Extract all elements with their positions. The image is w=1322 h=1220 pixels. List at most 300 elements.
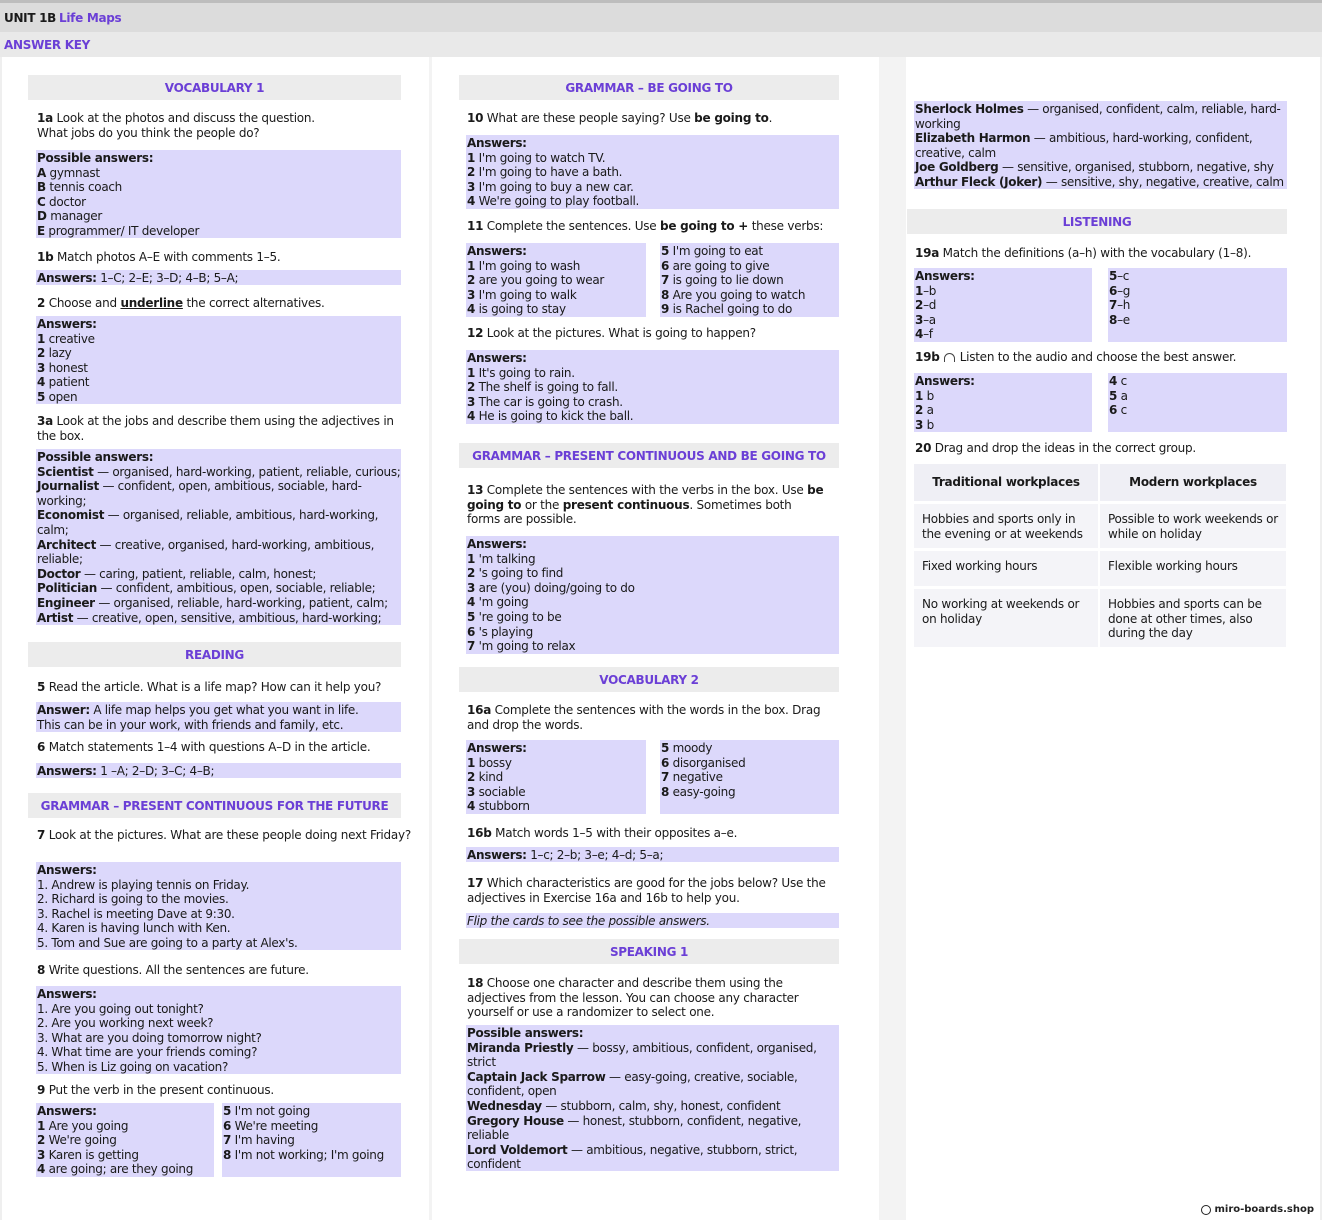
globe-icon — [1201, 1205, 1211, 1215]
answer-value: — organised, hard-working, patient, reliable, curious; — [97, 464, 401, 479]
answer-item — [1109, 403, 1287, 418]
answer-key: 8 — [661, 784, 670, 799]
answer-box-16a-right — [660, 740, 839, 814]
question-text: Match statements 1–4 with questions A–D in the article. — [48, 740, 371, 754]
answer-key: Engineer — [37, 595, 95, 610]
answer-label — [467, 537, 839, 552]
answer-key: 3 — [467, 580, 476, 595]
question-text: Put the verb in the present continuous. — [48, 1083, 274, 1097]
question-text-bold: be going to — [694, 111, 769, 125]
answer-key: 2 — [37, 1133, 46, 1148]
answer-label: Answers: — [915, 269, 975, 283]
answer-label — [467, 244, 646, 259]
question-16b — [467, 826, 839, 841]
question-text-underline: underline — [120, 296, 183, 310]
answer-key: 1 — [467, 258, 476, 273]
answer-value: –c — [1117, 269, 1130, 283]
table-card[interactable]: Hobbies and sports can be done at other times, also during the day — [1100, 589, 1286, 647]
answer-key: 4 — [467, 409, 476, 424]
answer-item — [37, 465, 401, 480]
answer-box-1a — [36, 150, 401, 238]
answer-value: –a — [923, 312, 936, 327]
answer-item — [467, 756, 646, 771]
answer-label: Answers: — [467, 136, 527, 150]
answer-box-11-right — [660, 243, 839, 317]
answer-value: 'm going — [478, 595, 529, 610]
answer-key: 3 — [915, 417, 924, 432]
question-19a — [915, 246, 1287, 261]
answer-value: negative — [672, 770, 723, 785]
answer-key: 1 — [467, 755, 476, 770]
answer-value: Karen is getting — [48, 1147, 139, 1162]
answer-key: 3 — [37, 360, 46, 375]
answer-key: 3 — [915, 312, 924, 327]
answer-label — [467, 136, 839, 151]
answer-value: tennis coach — [49, 180, 122, 195]
answer-key: Arthur Fleck (Joker) — [915, 174, 1043, 189]
answer-key: 4 — [467, 595, 476, 610]
answer-item — [467, 625, 839, 640]
question-number: 17 — [467, 876, 484, 890]
question-number: 2 — [37, 296, 46, 310]
answer-item — [467, 799, 646, 814]
answer-item — [915, 313, 1092, 328]
footer-brand[interactable] — [1201, 1204, 1314, 1215]
answer-value: — stubborn, calm, shy, honest, confident — [545, 1098, 781, 1113]
answer-key: 1 — [467, 365, 476, 380]
answer-item — [37, 1133, 214, 1148]
table-card[interactable]: Flexible working hours — [1100, 551, 1286, 586]
answer-value: — creative, open, sensitive, ambitious, hard-working; — [76, 610, 382, 625]
question-9 — [37, 1083, 407, 1098]
answer-item — [467, 380, 839, 395]
question-number: 3a — [37, 414, 53, 428]
answer-value: b — [926, 417, 934, 432]
question-text: Look at the pictures. What is going to happen? — [486, 326, 756, 340]
question-text: Listen to the audio and choose the best answer. — [959, 350, 1237, 364]
answer-item — [915, 389, 1092, 404]
answer-item — [915, 175, 1287, 189]
answer-item — [37, 346, 401, 361]
answer-key: 4 — [37, 375, 46, 390]
question-text: Match words 1–5 with their opposites a–e. — [495, 826, 738, 840]
answer-key: 2 — [915, 403, 924, 418]
answer-item — [661, 741, 839, 756]
question-number: 16a — [467, 703, 492, 717]
answer-key: Joe Goldberg — [915, 160, 999, 175]
answer-label: Possible answers: — [37, 450, 154, 464]
answer-value: –d — [923, 298, 937, 313]
question-text: Complete the sentences with the words in the box. Drag and drop the words. — [467, 703, 821, 732]
answer-key: Scientist — [37, 464, 94, 479]
answer-item: 5. When is Liz going on vacation? — [37, 1059, 229, 1074]
answer-key: 1 — [37, 331, 46, 346]
question-17 — [467, 876, 839, 905]
question-19b — [915, 350, 1287, 365]
question-number: 10 — [467, 111, 484, 125]
question-number: 16b — [467, 826, 492, 840]
answer-label: Answers: — [37, 317, 97, 331]
answer-value: — sensitive, shy, negative, creative, calm — [1045, 174, 1284, 189]
answer-item — [467, 1099, 839, 1114]
answer-box-6 — [36, 763, 401, 778]
answer-item — [37, 538, 401, 567]
answer-value: are (you) doing/going to do — [478, 580, 635, 595]
answer-item — [661, 244, 839, 259]
answer-item — [467, 273, 646, 288]
table-card[interactable]: Fixed working hours — [914, 551, 1098, 586]
answer-item — [915, 403, 1092, 418]
answer-key: 4 — [37, 1162, 46, 1177]
answer-key: 7 — [223, 1133, 232, 1148]
answer-item — [37, 195, 401, 210]
answer-item — [37, 375, 401, 390]
answer-item — [1109, 313, 1287, 328]
answer-item — [661, 273, 839, 288]
answer-key: 6 — [223, 1118, 232, 1133]
answer-value: I'm going to wash — [478, 258, 581, 273]
answer-item — [37, 332, 401, 347]
answer-item — [37, 1148, 214, 1163]
question-18 — [467, 976, 827, 1020]
answer-key: Artist — [37, 610, 74, 625]
answer-key: Captain Jack Sparrow — [467, 1069, 606, 1084]
answer-value: stubborn — [478, 799, 530, 814]
answer-key: 2 — [467, 380, 476, 395]
answer-item: 1. Andrew is playing tennis on Friday. — [37, 877, 250, 892]
answer-text: 1–C; 2–E; 3–D; 4–B; 5–A; — [100, 271, 239, 285]
answer-item — [37, 611, 401, 625]
question-text: Match the definitions (a–h) with the vocabulary (1–8). — [942, 246, 1252, 260]
answer-value: doctor — [49, 194, 86, 209]
answer-key: Gregory House — [467, 1113, 564, 1128]
answer-key: 7 — [1109, 298, 1118, 313]
answer-box-19a-left — [914, 268, 1092, 342]
answer-box-17[interactable]: Flip the cards to see the possible answers. — [466, 913, 839, 928]
answer-value: –h — [1117, 298, 1131, 313]
question-number: 1a — [37, 111, 53, 125]
answer-key: 2 — [915, 298, 924, 313]
answer-item — [37, 479, 401, 508]
answer-label — [37, 1104, 214, 1119]
answer-item — [37, 180, 401, 195]
answer-box-12 — [466, 350, 839, 424]
answer-value: I'm having — [234, 1133, 295, 1148]
answer-key: 7 — [661, 770, 670, 785]
section-header-vocabulary-2: VOCABULARY 2 — [459, 667, 839, 692]
answer-value: I'm going to buy a new car. — [478, 179, 634, 194]
answer-item — [1109, 284, 1287, 299]
answer-item — [1109, 374, 1287, 389]
answer-value: I'm going to watch TV. — [478, 150, 606, 165]
answer-label: Answers: — [37, 764, 97, 778]
answer-key-label: ANSWER KEY — [4, 38, 91, 52]
answer-value: We're going to play football. — [478, 194, 640, 209]
answer-item — [467, 151, 839, 166]
answer-key: 6 — [1109, 283, 1118, 298]
answer-item — [1109, 298, 1287, 313]
question-number: 13 — [467, 483, 484, 497]
answer-key: Elizabeth Harmon — [915, 131, 1031, 146]
answer-key: 5 — [467, 609, 476, 624]
question-text-bold: be going to + — [659, 219, 749, 233]
answer-box-10 — [466, 135, 839, 209]
answer-label: Answers: — [37, 863, 97, 877]
answer-key: 4 — [915, 327, 924, 342]
answer-label — [915, 374, 1092, 389]
question-number: 8 — [37, 963, 46, 977]
question-1a — [37, 111, 401, 140]
headphones-icon[interactable] — [944, 353, 955, 362]
question-7 — [37, 828, 422, 843]
question-number: 7 — [37, 828, 46, 842]
answer-value: creative — [48, 331, 95, 346]
answer-value: a — [926, 403, 934, 418]
question-12 — [467, 326, 839, 341]
answer-value: — ambitious, hard-working, confident, creative, calm — [915, 131, 1253, 160]
answer-label — [915, 269, 1092, 284]
answer-box-5 — [36, 702, 401, 732]
answer-key: E — [37, 223, 45, 238]
answer-key: 1 — [467, 150, 476, 165]
answer-value: Are you going — [48, 1118, 129, 1133]
answer-value: moody — [672, 741, 713, 755]
answer-item: 3. What are you doing tomorrow night? — [37, 1030, 262, 1045]
answer-item — [1109, 389, 1287, 404]
answer-key: Journalist — [37, 479, 99, 494]
answer-key: Economist — [37, 508, 105, 523]
question-text: or the — [524, 497, 560, 512]
answer-key: 5 — [1109, 269, 1118, 283]
question-text: Drag and drop the ideas in the correct group. — [934, 441, 1196, 455]
answer-text: 1 –A; 2–D; 3–C; 4–B; — [100, 764, 215, 778]
answer-key: 5 — [1109, 388, 1118, 403]
answer-label: Possible answers: — [467, 1026, 584, 1040]
answer-item — [915, 160, 1287, 175]
question-8 — [37, 963, 407, 978]
answer-value: are going; are they going — [48, 1162, 194, 1177]
answer-item — [467, 785, 646, 800]
answer-value: are you going to wear — [478, 273, 605, 288]
answer-label — [37, 987, 401, 1002]
answer-item: 5. Tom and Sue are going to a party at Alex's. — [37, 935, 298, 950]
answer-item — [467, 194, 839, 209]
answer-label: Answers: — [37, 271, 97, 285]
answer-value: b — [926, 388, 934, 403]
table-header-modern: Modern workplaces — [1100, 464, 1286, 501]
answer-item — [467, 259, 646, 274]
answer-item — [661, 756, 839, 771]
answer-value: It's going to rain. — [478, 365, 575, 380]
answer-item — [467, 639, 839, 654]
answer-key: 1 — [467, 551, 476, 566]
answer-value: c — [1120, 403, 1127, 418]
answer-label: Answers: — [37, 987, 97, 1001]
question-number: 19a — [915, 246, 940, 260]
answer-item — [915, 327, 1092, 342]
answer-value: Are you going to watch — [672, 287, 806, 302]
answer-value: 's going to find — [478, 566, 564, 581]
answer-key: 1 — [915, 283, 924, 298]
answer-label: Answers: — [467, 741, 527, 755]
unit-label: UNIT 1B — [4, 11, 57, 25]
answer-item — [37, 596, 401, 611]
title-bar — [0, 0, 1322, 32]
answer-value: 'm talking — [478, 551, 536, 566]
answer-key: 7 — [467, 639, 476, 654]
answer-value: honest — [48, 360, 88, 375]
question-20 — [915, 441, 1287, 456]
section-header-reading: READING — [28, 642, 401, 667]
question-text-bold: be going to — [467, 483, 824, 512]
question-number: 1b — [37, 250, 54, 264]
answer-value: — ambitious, negative, stubborn, strict, confident — [467, 1142, 798, 1171]
answer-item — [467, 1143, 839, 1171]
answer-item — [915, 102, 1287, 131]
answer-key: 2 — [467, 165, 476, 180]
answer-value: The car is going to crash. — [478, 394, 623, 409]
question-16a — [467, 703, 832, 732]
answer-key: A — [37, 165, 46, 180]
answer-key: 2 — [467, 770, 476, 785]
answer-box-3a — [36, 449, 401, 625]
answer-value: 're going to be — [478, 609, 562, 624]
answer-value: — organised, reliable, hard-working, patient, calm; — [98, 595, 388, 610]
answer-value: gymnast — [49, 165, 100, 180]
answer-key: Miranda Priestly — [467, 1040, 574, 1055]
answer-item — [467, 409, 839, 424]
answer-value: is Rachel going to do — [672, 302, 792, 317]
footer-text: miro-boards.shop — [1214, 1204, 1314, 1215]
answer-value: — sensitive, organised, stubborn, negative, shy — [1001, 160, 1274, 175]
question-5 — [37, 680, 407, 695]
answer-item — [467, 366, 839, 381]
answer-label — [467, 1026, 839, 1041]
answer-key: 5 — [661, 244, 670, 258]
answer-label: Answers: — [467, 244, 527, 258]
unit-heading — [4, 11, 121, 25]
answer-box-9-right — [222, 1103, 401, 1177]
answer-item — [37, 390, 401, 404]
answer-key: 1 — [915, 388, 924, 403]
answer-label — [467, 741, 646, 756]
answer-box-11-left — [466, 243, 646, 317]
answer-value: — creative, organised, hard-working, ambitious, reliable; — [37, 537, 375, 567]
answer-box-18 — [466, 1025, 839, 1171]
question-text-bold: present continuous — [562, 497, 690, 512]
question-number: 12 — [467, 326, 484, 340]
answer-box-19b-right — [1108, 373, 1287, 432]
answer-key: 9 — [661, 302, 670, 317]
answer-value: — bossy, ambitious, confident, organised, strict — [467, 1040, 817, 1070]
answer-value: I'm going to eat — [672, 244, 763, 258]
answer-label: Answer: — [37, 703, 90, 717]
answer-value: I'm going to have a bath. — [478, 165, 623, 180]
answer-key: 3 — [467, 394, 476, 409]
question-text: Look at the photos and discuss the question. — [56, 111, 315, 125]
answer-text: This can be in your work, with friends and family, etc. — [37, 717, 344, 732]
answer-key: Wednesday — [467, 1098, 542, 1113]
answer-value: is going to stay — [478, 302, 566, 317]
answer-item — [467, 165, 839, 180]
answer-key: 5 — [661, 741, 670, 755]
question-text: Read the article. What is a life map? How can it help you? — [48, 680, 382, 694]
answer-box-16b — [466, 847, 839, 862]
answer-value: is going to lie down — [672, 273, 784, 288]
answer-box-18-continued — [914, 101, 1287, 189]
answer-key: Politician — [37, 581, 97, 596]
table-card[interactable]: No working at weekends or on holiday — [914, 589, 1098, 647]
answer-item — [37, 581, 401, 596]
table-card[interactable]: Hobbies and sports only in the evening or at weekends — [914, 504, 1098, 548]
answer-key: 8 — [1109, 312, 1118, 327]
question-number: 5 — [37, 680, 46, 694]
answer-box-9-left — [36, 1103, 214, 1177]
section-header-grammar-pc-and-be-going-to: GRAMMAR – PRESENT CONTINUOUS AND BE GOING TO — [459, 443, 839, 468]
answer-item — [223, 1104, 401, 1119]
question-text: Complete the sentences. Use — [486, 219, 657, 233]
question-text: Choose and — [48, 296, 117, 310]
table-header-traditional: Traditional workplaces — [914, 464, 1098, 501]
answer-label — [37, 151, 401, 166]
table-card[interactable]: Possible to work weekends or while on holiday — [1100, 504, 1286, 548]
answer-item — [467, 610, 839, 625]
answer-label — [37, 317, 401, 332]
answer-key: Doctor — [37, 566, 81, 581]
question-number: 20 — [915, 441, 932, 455]
answer-value: –g — [1117, 283, 1131, 298]
answer-item — [467, 552, 839, 567]
answer-value: sociable — [478, 784, 526, 799]
answer-item — [661, 785, 839, 800]
question-text: Complete the sentences with the verbs in the box. Use — [486, 483, 804, 497]
answer-value: We're going — [48, 1133, 117, 1148]
answer-label: Answers: — [467, 351, 527, 365]
answer-key: D — [37, 209, 47, 224]
answer-value: lazy — [48, 346, 72, 361]
question-13 — [467, 483, 827, 527]
answer-box-19a-right — [1108, 268, 1287, 342]
answer-item: 2. Are you working next week? — [37, 1016, 214, 1031]
question-text: Which characteristics are good for the jobs below? Use the adjectives in Exercise 16a and 16b to help you. — [467, 876, 826, 905]
answer-item — [37, 508, 401, 537]
question-number: 19b — [915, 350, 940, 364]
question-number: 18 — [467, 976, 484, 990]
answer-key: 5 — [223, 1104, 232, 1118]
answer-item — [1109, 269, 1287, 284]
answer-value: easy-going — [672, 784, 736, 799]
answer-label: Possible answers: — [37, 151, 154, 165]
answer-key: 2 — [467, 273, 476, 288]
answer-label: Answers: — [467, 537, 527, 551]
answer-item — [37, 166, 401, 181]
answer-key-bar — [0, 32, 1322, 57]
answer-value: are going to give — [672, 258, 770, 273]
answer-value: –f — [923, 327, 933, 342]
answer-text: 1–c; 2–b; 3–e; 4–d; 5–a; — [530, 848, 664, 862]
answer-item — [661, 302, 839, 317]
answer-value: I'm going to walk — [478, 287, 577, 302]
answer-item — [467, 302, 646, 317]
section-header-grammar-pc-future: GRAMMAR – PRESENT CONTINUOUS FOR THE FUTURE — [28, 793, 401, 818]
answer-item — [223, 1148, 401, 1163]
answer-key: 6 — [661, 755, 670, 770]
question-3a — [37, 414, 397, 443]
answer-item: 3. Rachel is meeting Dave at 9:30. — [37, 906, 235, 921]
answer-value: –e — [1117, 312, 1130, 327]
answer-key: Lord Voldemort — [467, 1142, 568, 1157]
answer-value: — easy-going, creative, sociable, confident, open — [467, 1069, 798, 1099]
